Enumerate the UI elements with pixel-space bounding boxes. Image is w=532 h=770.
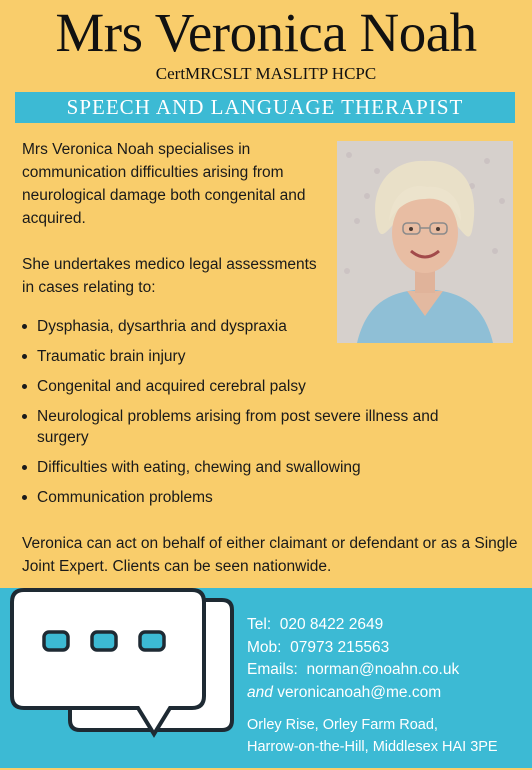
portrait-photo (337, 141, 513, 343)
bullet-icon (22, 354, 27, 359)
credentials: CertMRCSLT MASLITP HCPC (155, 64, 377, 83)
bullet-icon (22, 495, 27, 500)
list-item (22, 346, 492, 367)
email-line-2 (247, 682, 459, 705)
list-item-text: Congenital and acquired cerebral palsy (37, 378, 306, 395)
bullet-icon (22, 324, 27, 329)
email-label: Emails: (247, 661, 298, 678)
list-item-text: Dysphasia, dysarthria and dyspraxia (37, 318, 287, 335)
and-label: and (247, 683, 273, 701)
email-line (247, 659, 459, 682)
list-item-text: Difficulties with eating, chewing and swallowing (37, 459, 361, 476)
bullet-icon (22, 384, 27, 389)
speech-bubbles-icon (10, 580, 240, 770)
bullet-icon (22, 414, 27, 419)
mob-line (247, 637, 459, 660)
list-item-text: Neurological problems arising from post severe illness and surgery (37, 408, 439, 446)
tel-line (247, 614, 459, 637)
email-2[interactable]: veronicanoah@me.com (277, 683, 442, 701)
tel-label: Tel: (247, 616, 272, 633)
email-1[interactable]: norman@noahn.co.uk (306, 661, 460, 678)
closing-paragraph: Veronica can act on behalf of either claimant or defendant or as a Single Joint Expert. Clients can be seen nationwide. (22, 535, 518, 575)
profession-banner: SPEECH AND LANGUAGE THERAPIST (15, 92, 515, 123)
address (247, 714, 498, 758)
page-title: Mrs Veronica Noah (55, 2, 477, 63)
contact-details (247, 614, 459, 704)
list-item-text: Communication problems (37, 489, 213, 506)
intro-paragraph-2: She undertakes medico legal assessments in cases relating to: (22, 256, 317, 296)
intro-paragraph-1: Mrs Veronica Noah specialises in communication difficulties arising from neurological damage both congenital and acquired. (22, 141, 306, 227)
address-line-2: Harrow-on-the-Hill, Middlesex HAI 3PE (247, 739, 498, 755)
mob-label: Mob: (247, 638, 282, 656)
address-line-1: Orley Rise, Orley Farm Road, (247, 717, 438, 733)
mob-number[interactable]: 07973 215563 (290, 638, 390, 656)
list-item (22, 316, 492, 337)
bullet-icon (22, 465, 27, 470)
tel-number[interactable]: 020 8422 2649 (279, 616, 384, 633)
bullet-list (22, 316, 492, 517)
list-item (22, 457, 492, 478)
list-item (22, 487, 492, 508)
intro-text (22, 138, 327, 322)
list-item (22, 406, 492, 448)
list-item (22, 376, 492, 397)
list-item-text: Traumatic brain injury (37, 348, 186, 365)
portrait-illustration (337, 141, 513, 343)
